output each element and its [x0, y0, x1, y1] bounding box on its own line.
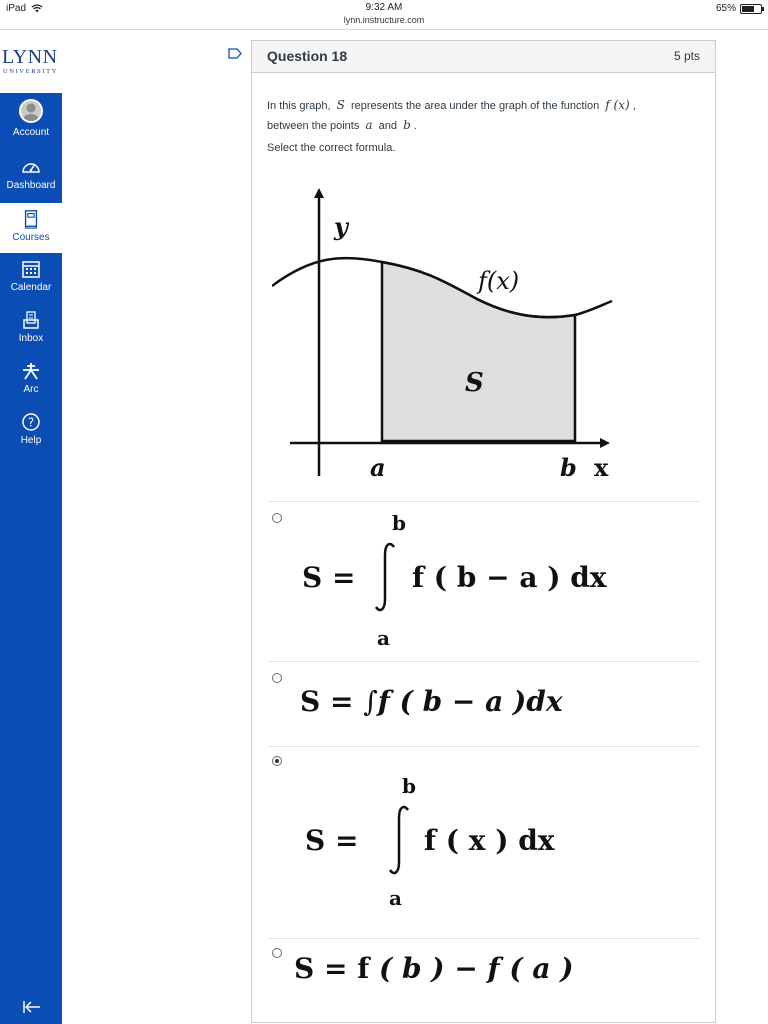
answer-radio-4[interactable]: [272, 948, 282, 958]
inbox-icon: [21, 310, 41, 330]
question-prompt: Select the correct formula.: [267, 142, 396, 154]
a-point-label: a: [370, 453, 386, 481]
math-var-a: a: [365, 118, 373, 132]
global-nav-sidebar: [0, 93, 62, 1024]
nav-item-courses[interactable]: [0, 203, 62, 253]
courses-icon: [21, 209, 41, 229]
formula-part: f: [357, 952, 370, 985]
device-name: iPad: [6, 3, 27, 14]
formula-part: S =: [294, 952, 348, 985]
integral-sign: [384, 804, 414, 876]
flag-question-icon[interactable]: [228, 48, 242, 59]
help-icon: [21, 412, 41, 432]
formula-part: f: [487, 952, 500, 985]
question-points: 5 pts: [673, 49, 700, 63]
formula-part: ( b ): [378, 952, 445, 985]
formula-part: f: [377, 685, 390, 718]
collapse-nav-icon[interactable]: [22, 1000, 42, 1014]
dashboard-icon: [21, 157, 41, 177]
nav-label-help: Help: [20, 435, 42, 446]
battery-fill: [742, 6, 754, 12]
status-time: 9:32 AM: [365, 2, 403, 13]
question-panel: [251, 40, 716, 1023]
answer-integrand: f ( b − a ) dx: [412, 561, 607, 594]
y-axis-label: y: [334, 212, 348, 241]
arc-icon: [20, 361, 42, 381]
answer-radio-2[interactable]: [272, 673, 282, 683]
integral-sign: ∫: [363, 685, 378, 718]
question-text-part: and: [378, 120, 397, 132]
nav-label-courses: Courses: [12, 232, 50, 243]
nav-item-dashboard[interactable]: [0, 157, 62, 202]
answer-radio-1[interactable]: [272, 513, 282, 523]
nav-label-calendar: Calendar: [10, 282, 52, 293]
answer-divider: [267, 501, 701, 502]
battery-percent: 65%: [715, 3, 736, 14]
answer-lhs: S =: [302, 561, 356, 594]
status-right: [716, 3, 762, 14]
formula-part: −: [454, 952, 478, 985]
integral-upper-limit: b: [402, 774, 416, 798]
question-text-part: between the points: [267, 120, 360, 132]
status-bar: [0, 0, 768, 30]
x-axis-label: x: [594, 453, 609, 481]
answer-divider: [267, 938, 701, 939]
curve-label: f(x): [478, 267, 520, 295]
question-title: Question 18: [267, 48, 348, 64]
integral-upper-limit: b: [392, 511, 406, 535]
svg-text:?: ?: [27, 415, 35, 430]
nav-label-arc: Arc: [23, 384, 39, 395]
status-center: [0, 2, 768, 26]
answer-integrand: f ( x ) dx: [424, 824, 555, 857]
answer-lhs: S =: [305, 824, 359, 857]
nav-item-account[interactable]: [0, 99, 62, 149]
answer-divider: [267, 746, 701, 747]
answer-formula: [300, 685, 563, 718]
area-graph: [272, 171, 622, 481]
nav-label-inbox: Inbox: [18, 333, 44, 344]
integral-lower-limit: a: [377, 626, 390, 650]
nav-label-account: Account: [12, 127, 50, 138]
question-text: In this graph, S represents the area under the graph of the function f (x) , between the points a and b .: [267, 98, 636, 132]
question-header: [252, 41, 715, 73]
nav-item-arc[interactable]: [0, 361, 62, 406]
b-point-label: b: [560, 453, 577, 481]
math-func: f (x): [605, 98, 630, 112]
nav-label-dashboard: Dashboard: [6, 180, 56, 191]
logo-name: LYNN: [2, 46, 58, 68]
answer-formula: [294, 952, 573, 985]
university-logo[interactable]: [0, 30, 62, 93]
avatar-icon: [19, 99, 43, 123]
integral-sign: [370, 541, 400, 613]
nav-item-help[interactable]: [0, 412, 62, 457]
integral-lower-limit: a: [389, 886, 402, 910]
nav-item-calendar[interactable]: [0, 259, 62, 304]
question-text-part: represents the area under the graph of the function: [350, 100, 600, 112]
formula-part: S =: [300, 685, 354, 718]
question-text-part: In this graph,: [267, 100, 331, 112]
math-var-b: b: [403, 118, 411, 132]
calendar-icon: [21, 259, 41, 279]
formula-part: ( b − a )dx: [399, 685, 563, 718]
answer-radio-3[interactable]: [272, 756, 282, 766]
battery-icon: [740, 4, 762, 14]
answer-divider: [267, 661, 701, 662]
formula-part: ( a ): [509, 952, 574, 985]
logo-subtitle: UNIVERSITY: [3, 68, 58, 75]
math-var-s: S: [336, 98, 345, 112]
nav-item-inbox[interactable]: [0, 310, 62, 355]
status-url[interactable]: lynn.instructure.com: [343, 15, 425, 25]
area-label: S: [465, 368, 484, 398]
